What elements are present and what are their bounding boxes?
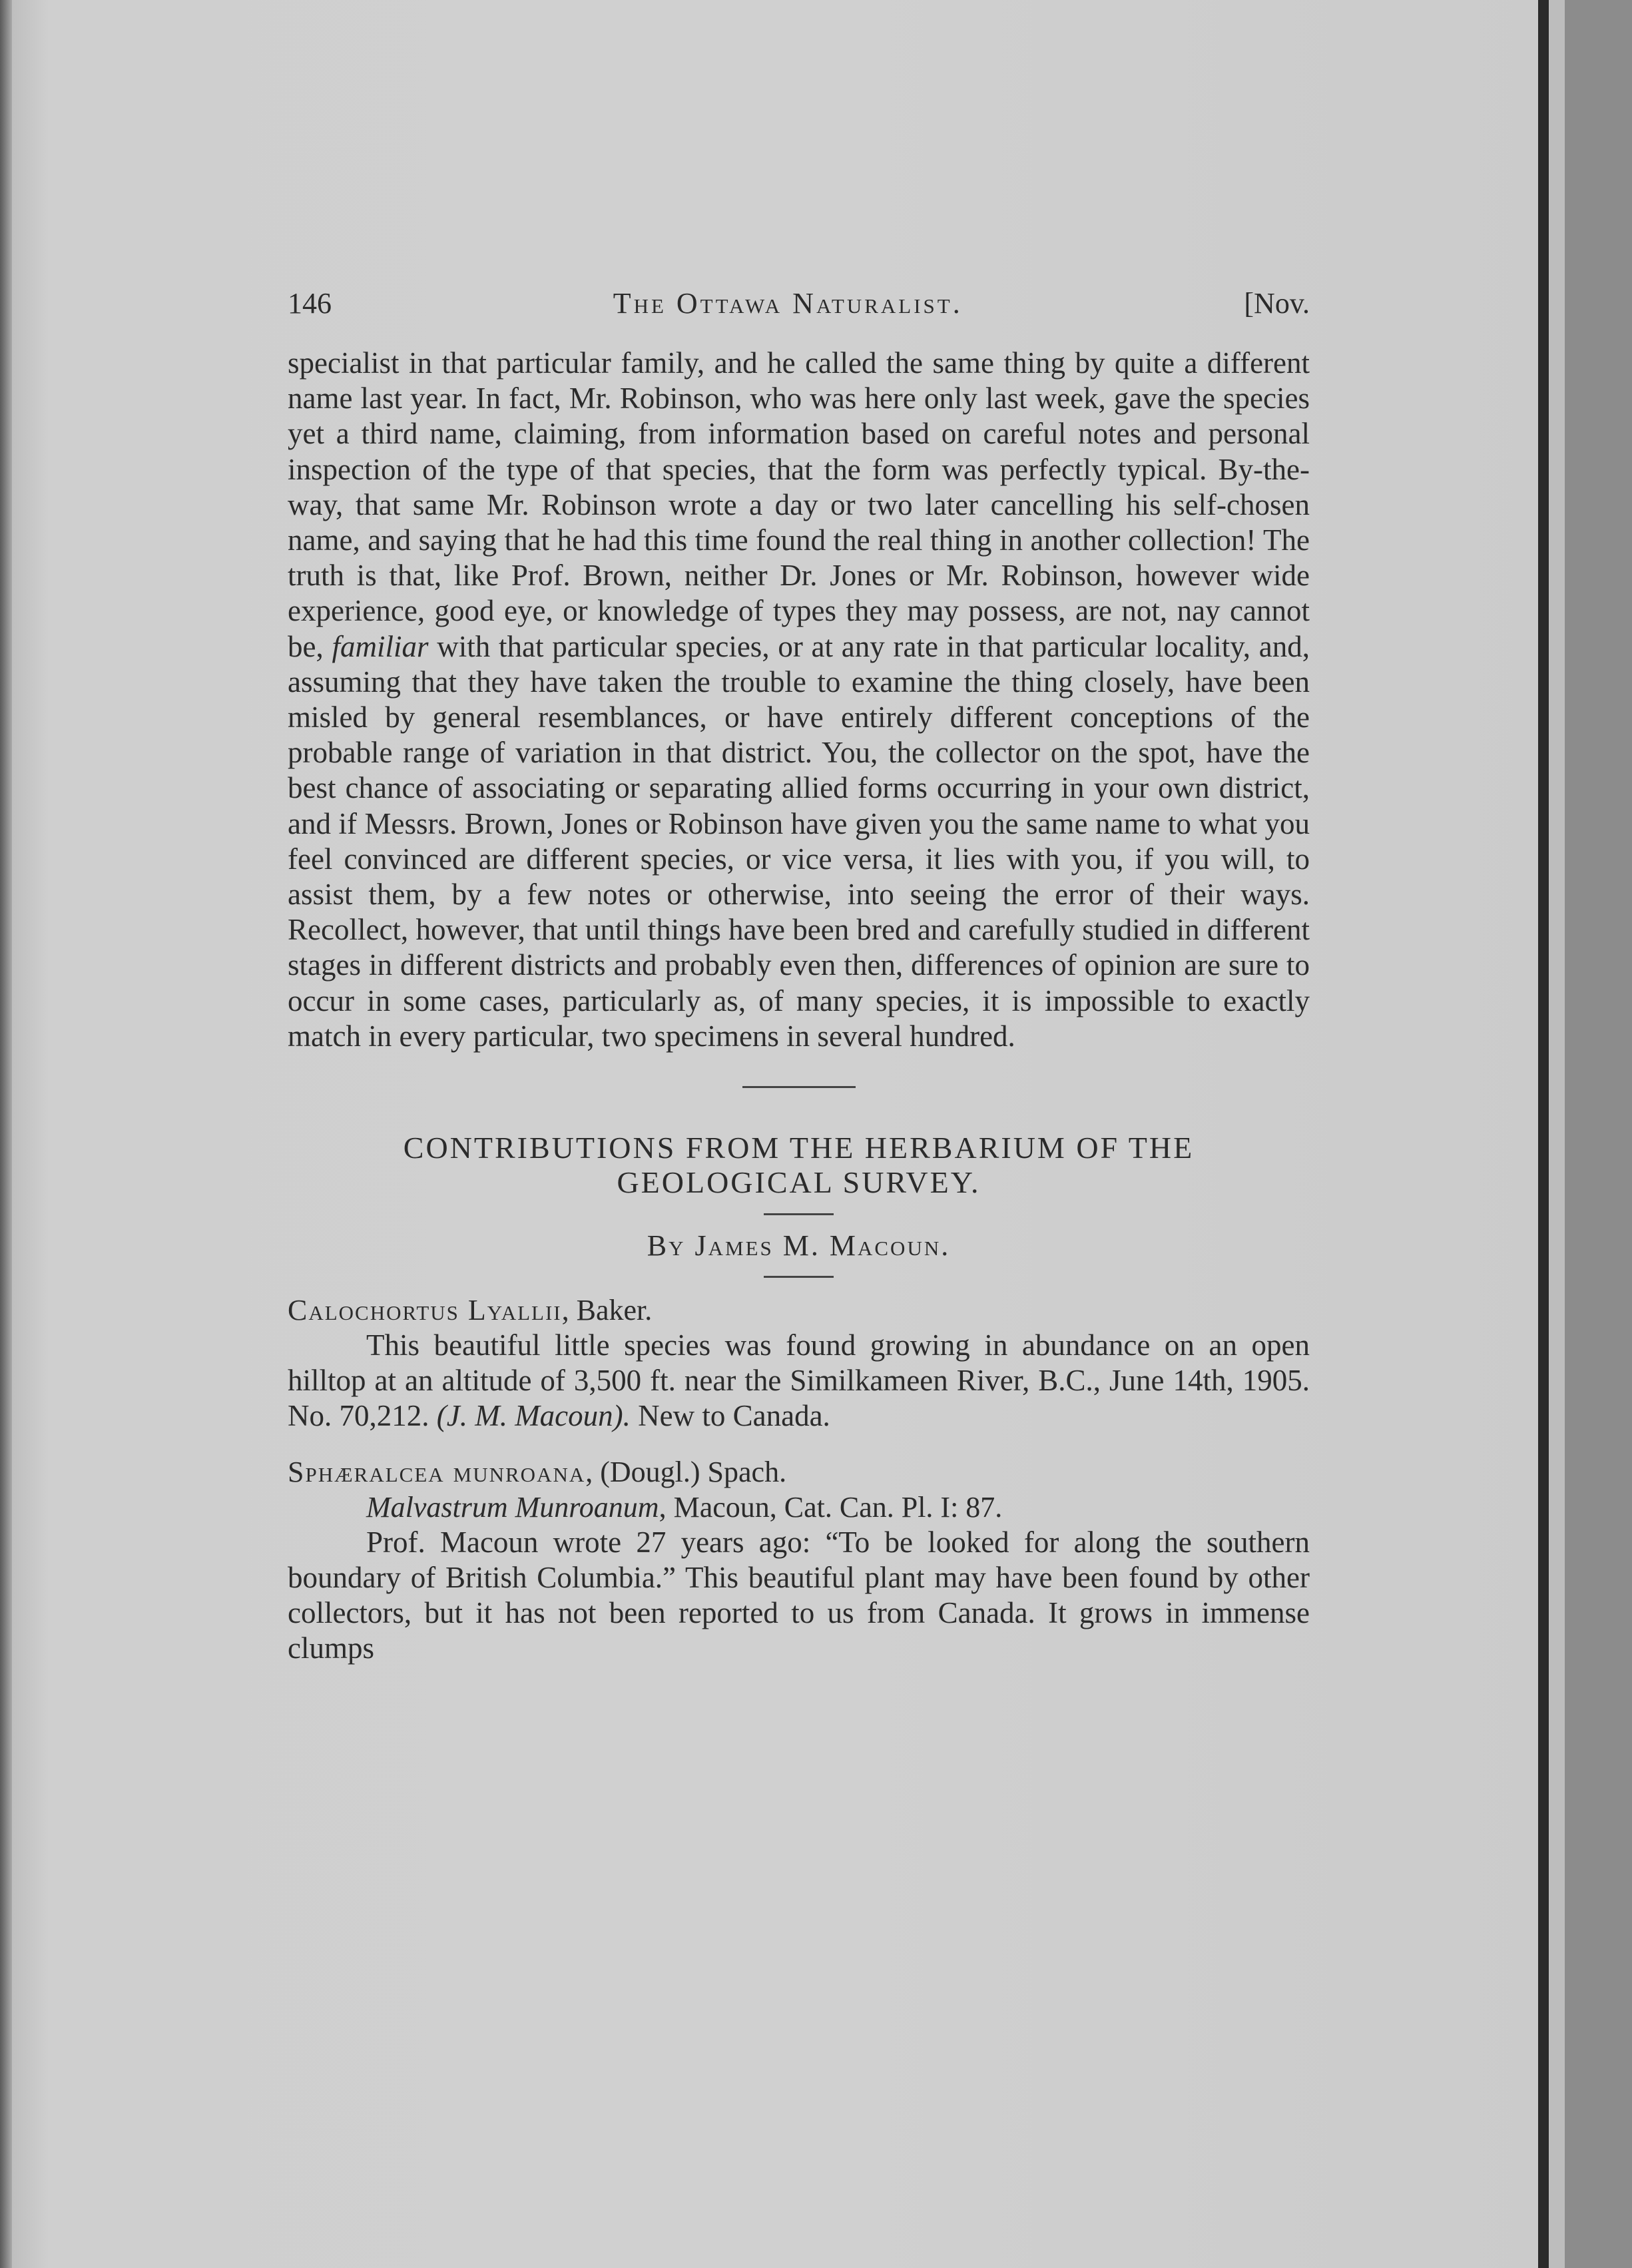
italic-word: familiar [332, 629, 429, 663]
collector-name: (J. M. Macoun). [436, 1399, 631, 1433]
title-rule [764, 1213, 834, 1215]
synonym-line [288, 1490, 1310, 1525]
species-description-2: Prof. Macoun wrote 27 years ago: “To be looked for along the southern boundary of British Columbia.” This beautiful plant may have been found by other collectors, but it has not been reported to us from Canada. It grows in immense clumps [288, 1525, 1310, 1665]
paragraph-text: specialist in that particular family, and he called the same thing by quite a different name last year. In fact, Mr. Robinson, who was here only last week, gave the species yet a third name, claiming, from information based on careful notes and personal inspection of the type of that species, that the form was perfectly typical. By-the-way, that same Mr. Robinson wrote a day or two later cancelling his self-chosen name, and saying that he had this time found the real thing in another collection! The truth is that, like Prof. Brown, neither Dr. Jones or Mr. Robinson, however wide experience, good eye, or knowledge of types they may possess, are not, nay cannot be, [288, 346, 1310, 663]
page-edge-dark [1538, 0, 1549, 2268]
article-byline: By James M. Macoun. [647, 1229, 951, 1263]
running-month: [Nov. [1244, 287, 1310, 320]
running-header [288, 286, 1310, 320]
paragraph-text-end: with that particular species, or at any rate in that particular locality, and, assuming that they have taken the trouble to examine the thing closely, have been misled by general resemblances, or have entirely different conceptions of the probable range of variation in that district. You, the collector on the spot, have the best chance of associating or separating allied forms occurring in your own district, and if Messrs. Brown, Jones or Robinson have given you the same name to what you feel convinced are different species, or vice versa, it lies with you, if you will, to assist them, by a few notes or otherwise, into seeing the error of their ways. Recollect, however, that until things have been bred and carefully studied in different stages in different districts and probably even then, differences of opinion are sure to occur in some cases, particularly as, of many species, it is impossible to exactly match in every particular, two specimens in several hundred. [288, 629, 1310, 1053]
description-end: New to Canada. [638, 1399, 830, 1433]
species-authority: , (Dougl.) Spach. [585, 1455, 787, 1488]
species-name: Sphæralcea munroana [288, 1455, 586, 1488]
running-title: The Ottawa Naturalist. [613, 287, 963, 320]
synonym-name: Malvastrum Munroanum [366, 1490, 659, 1524]
page-number: 146 [288, 287, 332, 320]
species-description-1 [288, 1328, 1310, 1434]
species-name: Calochortus Lyallii [288, 1294, 562, 1327]
page-edge-backdrop [1565, 0, 1632, 2268]
article-title-line-2: GEOLOGICAL SURVEY. [617, 1165, 981, 1200]
description-text: This beautiful little species was found growing in abundance on an open hilltop at an altitude of 3,500 ft. near the Similkameen River, B.C., June 14th, 1905. No. 70,212. [288, 1328, 1310, 1433]
synonym-citation: , Macoun, Cat. Can. Pl. I: 87. [659, 1490, 1003, 1524]
article-title [288, 1131, 1310, 1200]
paragraph-continued [288, 346, 1310, 1054]
section-divider [742, 1086, 856, 1088]
article-title-line-1: CONTRIBUTIONS FROM THE HERBARIUM OF THE [403, 1131, 1195, 1165]
species-authority: , Baker. [561, 1294, 653, 1327]
species-heading-2 [288, 1454, 1310, 1490]
page-binding-shadow [0, 0, 12, 2268]
species-heading-1 [288, 1292, 1310, 1328]
page-edge-light [1549, 0, 1565, 2268]
byline-rule [764, 1276, 834, 1278]
page-content [288, 286, 1310, 1666]
